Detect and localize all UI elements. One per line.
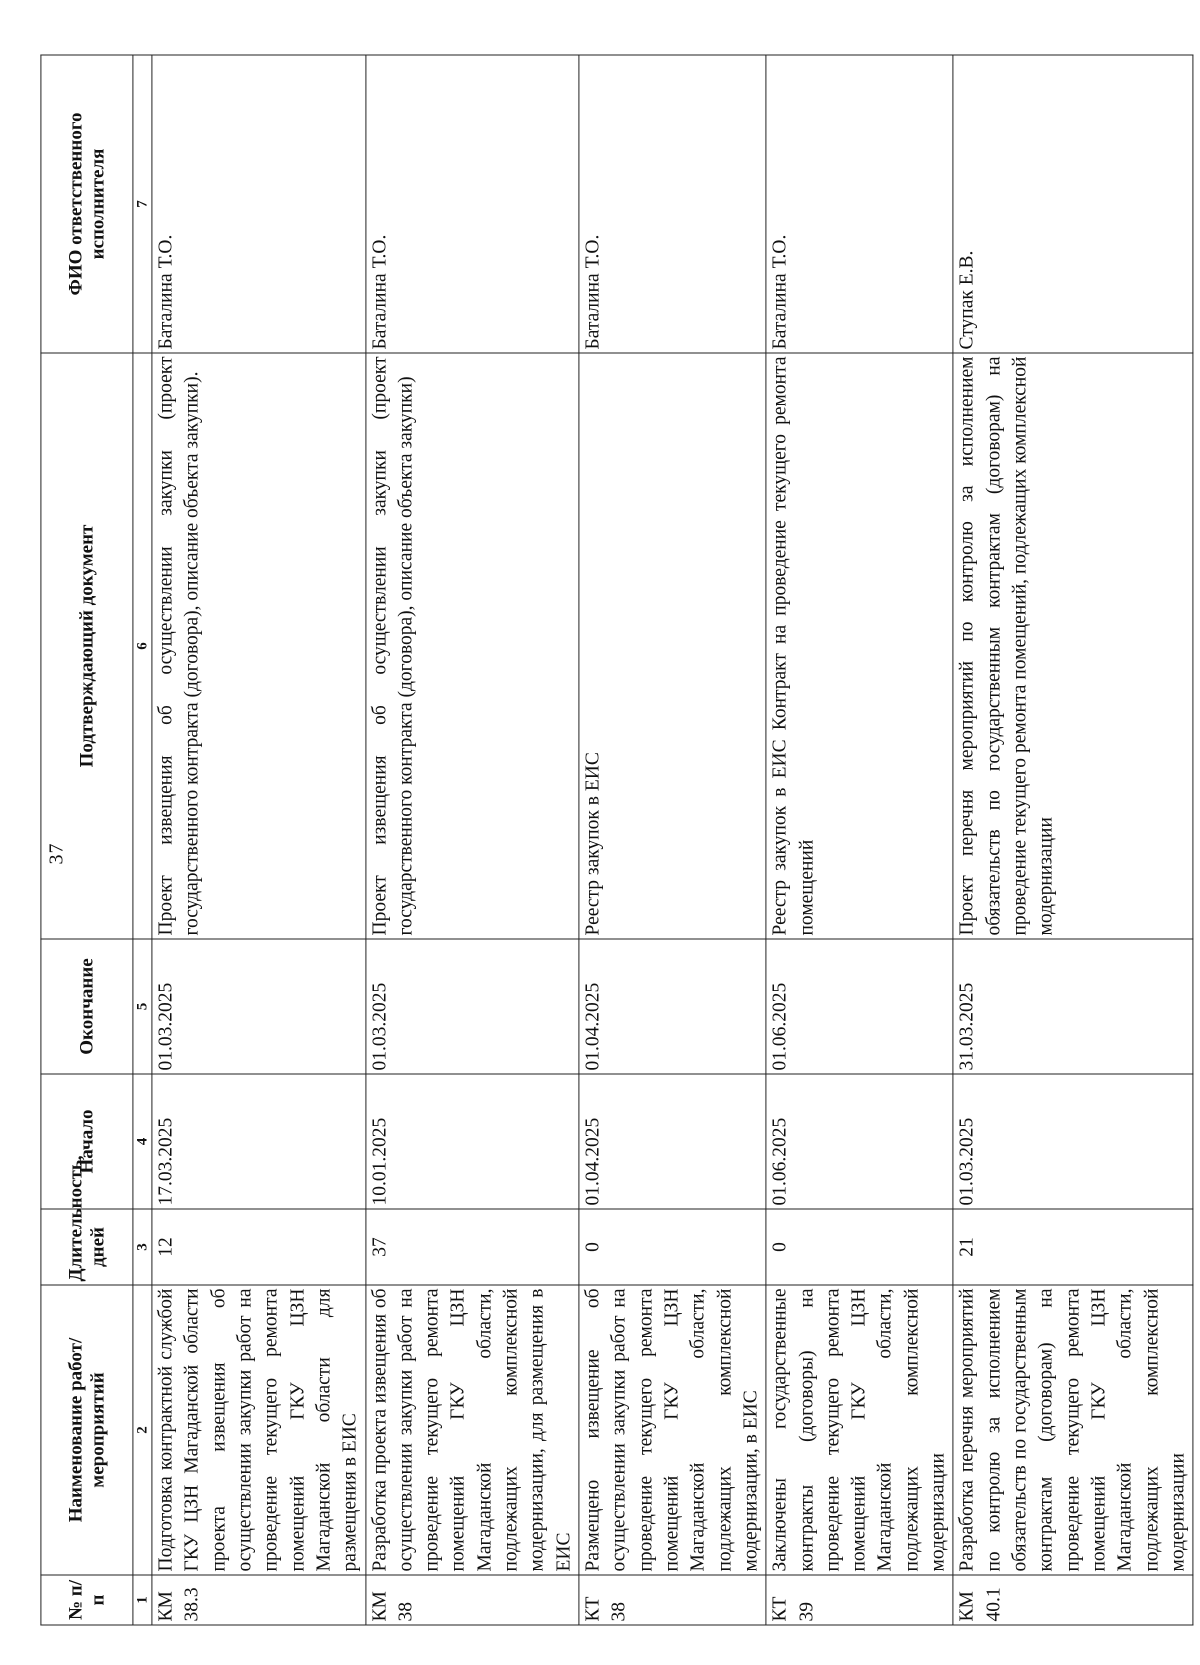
row-responsible: Баталина Т.О.	[766, 55, 953, 353]
header-document: Подтверждающий документ	[41, 353, 133, 939]
table-row	[365, 55, 579, 1625]
row-responsible: Баталина Т.О.	[579, 55, 766, 353]
row-start: 10.01.2025	[365, 1074, 579, 1209]
row-name: Заключены государственные контракты (договоры) на проведение текущего ремонта помещений ГКУ ЦЗН Магаданской области, подлежащих комплексной модернизации	[766, 1285, 953, 1575]
row-responsible: Ступак Е.В.	[953, 55, 1193, 353]
header-duration: Длительность, дней	[41, 1209, 133, 1285]
row-id: КМ 38.3	[152, 1575, 366, 1625]
row-name: Разработка проекта извещения об осуществлении закупки работ на проведение текущего ремонта помещений ГКУ ЦЗН Магаданской области, подлежащих комплексной модернизации, для размещения в ЕИС	[365, 1285, 579, 1575]
row-end: 01.04.2025	[579, 939, 766, 1074]
row-end: 31.03.2025	[953, 939, 1193, 1074]
row-start: 01.04.2025	[579, 1074, 766, 1209]
row-duration: 12	[152, 1209, 366, 1285]
row-start: 17.03.2025	[152, 1074, 366, 1209]
row-end: 01.06.2025	[766, 939, 953, 1074]
row-responsible: Баталина Т.О.	[365, 55, 579, 353]
column-number: 7	[133, 55, 152, 353]
row-duration: 0	[579, 1209, 766, 1285]
table-row	[953, 55, 1193, 1625]
header-start: Начало	[41, 1074, 133, 1209]
row-id: КМ 38	[365, 1575, 579, 1625]
header-number: № п/п	[41, 1575, 133, 1625]
column-number: 3	[133, 1209, 152, 1285]
row-duration: 37	[365, 1209, 579, 1285]
row-duration: 21	[953, 1209, 1193, 1285]
row-start: 01.06.2025	[766, 1074, 953, 1209]
row-document: Реестр закупок в ЕИС Контракт на проведение текущего ремонта помещений	[766, 353, 953, 939]
column-number: 5	[133, 939, 152, 1074]
row-end: 01.03.2025	[365, 939, 579, 1074]
table-row	[579, 55, 766, 1625]
row-id: КТ 39	[766, 1575, 953, 1625]
row-end: 01.03.2025	[152, 939, 366, 1074]
row-start: 01.03.2025	[953, 1074, 1193, 1209]
table-row	[152, 55, 366, 1625]
column-number-row	[133, 55, 152, 1625]
row-duration: 0	[766, 1209, 953, 1285]
header-end: Окончание	[41, 939, 133, 1074]
header-responsible: ФИО ответственного исполнителя	[41, 55, 133, 353]
table-row	[766, 55, 953, 1625]
row-id: КМ 40.1	[953, 1575, 1193, 1625]
row-name: Разработка перечня мероприятий по контролю за исполнением обязательств по государственным контрактам (договорам) на проведение текущего ремонта помещений ГКУ ЦЗН Магаданской области, подлежащих комплексной модернизации	[953, 1285, 1193, 1575]
header-name: Наименование работ/ мероприятий	[41, 1285, 133, 1575]
column-number: 4	[133, 1074, 152, 1209]
row-id: КТ 38	[579, 1575, 766, 1625]
work-plan-table	[40, 55, 1193, 1626]
row-responsible: Баталина Т.О.	[152, 55, 366, 353]
column-number: 1	[133, 1575, 152, 1625]
row-name: Размещено извещение об осуществлении закупки работ на проведение текущего ремонта помещений ГКУ ЦЗН Магаданской области, подлежащих комплексной модернизации, в ЕИС	[579, 1285, 766, 1575]
column-number: 6	[133, 353, 152, 939]
row-name: Подготовка контрактной службой ГКУ ЦЗН Магаданской области проекта извещения об осуществлении закупки работ на проведение текущего ремонта помещений ГКУ ЦЗН Магаданской области для размещения в ЕИС	[152, 1285, 366, 1575]
header-row	[41, 55, 133, 1625]
row-document: Проект извещения об осуществлении закупки (проект государственного контракта (договора), описание объекта закупки)	[365, 353, 579, 939]
page-number: 37	[45, 842, 68, 865]
row-document: Проект извещения об осуществлении закупки (проект государственного контракта (договора), описание объекта закупки).	[152, 353, 366, 939]
rotated-sheet	[65, 55, 1189, 1625]
column-number: 2	[133, 1285, 152, 1575]
row-document: Реестр закупок в ЕИС	[579, 353, 766, 939]
row-document: Проект перечня мероприятий по контролю за исполнением обязательств по государственным контрактам (договорам) на проведение текущего ремонта помещений, подлежащих комплексной модернизации	[953, 353, 1193, 939]
